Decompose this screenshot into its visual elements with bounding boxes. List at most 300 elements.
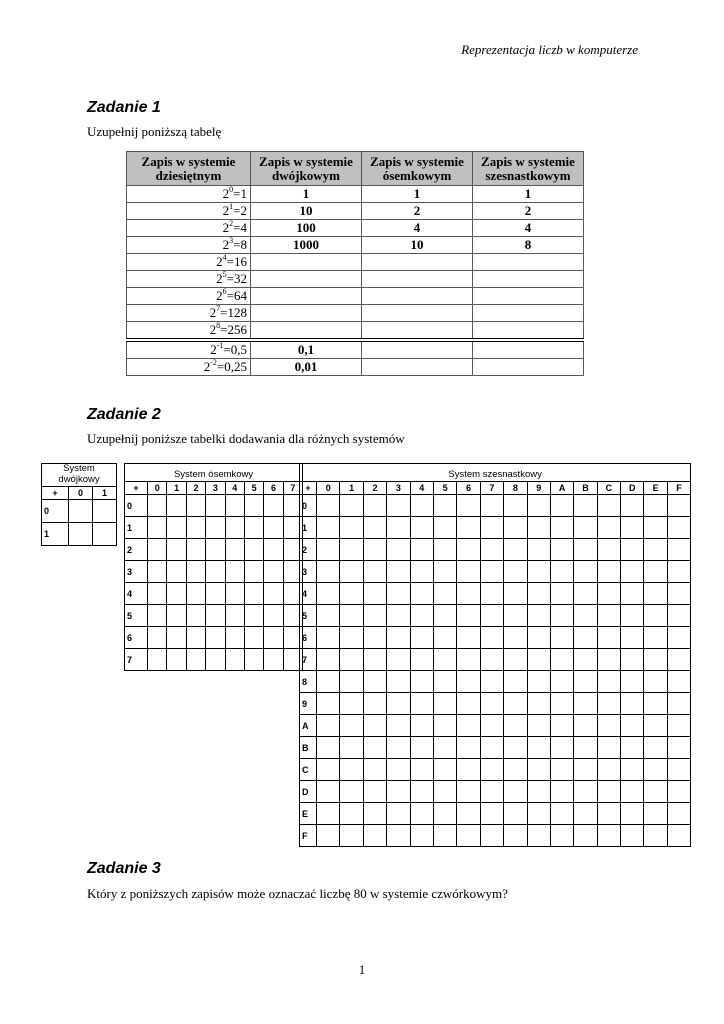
sum-cell[interactable]: [480, 693, 503, 715]
sum-cell[interactable]: [667, 583, 690, 605]
sum-cell[interactable]: [527, 649, 550, 671]
sum-cell[interactable]: [317, 561, 340, 583]
sum-cell[interactable]: [644, 517, 667, 539]
sum-cell[interactable]: [550, 561, 573, 583]
sum-cell[interactable]: [667, 715, 690, 737]
sum-cell[interactable]: [264, 495, 283, 517]
sum-cell[interactable]: [410, 803, 433, 825]
sum-cell[interactable]: [621, 561, 644, 583]
sum-cell[interactable]: [433, 649, 456, 671]
sum-cell[interactable]: [480, 781, 503, 803]
sum-cell[interactable]: [597, 759, 620, 781]
sum-cell[interactable]: [621, 715, 644, 737]
sum-cell[interactable]: [206, 561, 225, 583]
sum-cell[interactable]: [480, 495, 503, 517]
sum-cell[interactable]: [621, 649, 644, 671]
sum-cell[interactable]: [550, 627, 573, 649]
sum-cell[interactable]: [433, 781, 456, 803]
sum-cell[interactable]: [433, 671, 456, 693]
sum-cell[interactable]: [363, 561, 386, 583]
sum-cell[interactable]: [504, 495, 527, 517]
sum-cell[interactable]: [264, 583, 283, 605]
sum-cell[interactable]: [480, 539, 503, 561]
sum-cell[interactable]: [186, 495, 205, 517]
sum-cell[interactable]: [206, 495, 225, 517]
sum-cell[interactable]: [410, 649, 433, 671]
sum-cell[interactable]: [433, 517, 456, 539]
sum-cell[interactable]: [148, 627, 167, 649]
sum-cell[interactable]: [597, 781, 620, 803]
sum-cell[interactable]: [148, 517, 167, 539]
sum-cell[interactable]: [597, 605, 620, 627]
sum-cell[interactable]: [621, 759, 644, 781]
oct-cell[interactable]: [362, 305, 473, 322]
oct-cell[interactable]: 1: [362, 186, 473, 203]
sum-cell[interactable]: [363, 715, 386, 737]
sum-cell[interactable]: [504, 605, 527, 627]
sum-cell[interactable]: [644, 539, 667, 561]
sum-cell[interactable]: [387, 715, 410, 737]
sum-cell[interactable]: [410, 583, 433, 605]
sum-cell[interactable]: [167, 561, 186, 583]
sum-cell[interactable]: [550, 671, 573, 693]
sum-cell[interactable]: [433, 693, 456, 715]
sum-cell[interactable]: [410, 693, 433, 715]
sum-cell[interactable]: [167, 539, 186, 561]
sum-cell[interactable]: [206, 539, 225, 561]
sum-cell[interactable]: [457, 517, 480, 539]
sum-cell[interactable]: [550, 759, 573, 781]
sum-cell[interactable]: [480, 583, 503, 605]
oct-cell[interactable]: [362, 254, 473, 271]
sum-cell[interactable]: [457, 605, 480, 627]
sum-cell[interactable]: [597, 627, 620, 649]
sum-cell[interactable]: [225, 495, 244, 517]
sum-cell[interactable]: [644, 671, 667, 693]
hex-cell[interactable]: 2: [473, 203, 584, 220]
sum-cell[interactable]: [363, 649, 386, 671]
sum-cell[interactable]: [264, 517, 283, 539]
sum-cell[interactable]: [457, 561, 480, 583]
sum-cell[interactable]: [244, 495, 263, 517]
sum-cell[interactable]: [264, 649, 283, 671]
sum-cell[interactable]: [387, 759, 410, 781]
bin-cell[interactable]: 0,01: [251, 359, 362, 376]
sum-cell[interactable]: [527, 693, 550, 715]
hex-cell[interactable]: 1: [473, 186, 584, 203]
sum-cell[interactable]: [457, 671, 480, 693]
sum-cell[interactable]: [264, 605, 283, 627]
oct-cell[interactable]: [362, 340, 473, 359]
sum-cell[interactable]: [363, 671, 386, 693]
sum-cell[interactable]: [387, 781, 410, 803]
sum-cell[interactable]: [244, 627, 263, 649]
sum-cell[interactable]: [410, 627, 433, 649]
sum-cell[interactable]: [340, 517, 363, 539]
sum-cell[interactable]: [148, 495, 167, 517]
sum-cell[interactable]: [480, 671, 503, 693]
sum-cell[interactable]: [527, 781, 550, 803]
sum-cell[interactable]: [574, 605, 597, 627]
sum-cell[interactable]: [574, 781, 597, 803]
sum-cell[interactable]: [387, 539, 410, 561]
sum-cell[interactable]: [574, 649, 597, 671]
sum-cell[interactable]: [597, 693, 620, 715]
hex-cell[interactable]: [473, 359, 584, 376]
sum-cell[interactable]: [410, 517, 433, 539]
sum-cell[interactable]: [317, 627, 340, 649]
sum-cell[interactable]: [69, 499, 93, 522]
oct-cell[interactable]: [362, 271, 473, 288]
sum-cell[interactable]: [264, 627, 283, 649]
sum-cell[interactable]: [597, 583, 620, 605]
sum-cell[interactable]: [644, 495, 667, 517]
sum-cell[interactable]: [410, 671, 433, 693]
sum-cell[interactable]: [504, 803, 527, 825]
sum-cell[interactable]: [644, 737, 667, 759]
sum-cell[interactable]: [667, 693, 690, 715]
sum-cell[interactable]: [225, 605, 244, 627]
sum-cell[interactable]: [504, 649, 527, 671]
sum-cell[interactable]: [597, 539, 620, 561]
sum-cell[interactable]: [457, 781, 480, 803]
sum-cell[interactable]: [644, 781, 667, 803]
sum-cell[interactable]: [186, 539, 205, 561]
sum-cell[interactable]: [621, 517, 644, 539]
hex-cell[interactable]: 8: [473, 237, 584, 254]
bin-cell[interactable]: [251, 271, 362, 288]
bin-cell[interactable]: [251, 288, 362, 305]
sum-cell[interactable]: [504, 627, 527, 649]
sum-cell[interactable]: [550, 649, 573, 671]
sum-cell[interactable]: [597, 715, 620, 737]
sum-cell[interactable]: [148, 605, 167, 627]
sum-cell[interactable]: [621, 605, 644, 627]
sum-cell[interactable]: [148, 561, 167, 583]
sum-cell[interactable]: [433, 495, 456, 517]
sum-cell[interactable]: [504, 517, 527, 539]
sum-cell[interactable]: [317, 539, 340, 561]
sum-cell[interactable]: [317, 715, 340, 737]
sum-cell[interactable]: [597, 649, 620, 671]
sum-cell[interactable]: [433, 715, 456, 737]
sum-cell[interactable]: [317, 605, 340, 627]
sum-cell[interactable]: [550, 583, 573, 605]
sum-cell[interactable]: [574, 715, 597, 737]
sum-cell[interactable]: [667, 627, 690, 649]
sum-cell[interactable]: [340, 649, 363, 671]
sum-cell[interactable]: [597, 495, 620, 517]
sum-cell[interactable]: [167, 495, 186, 517]
sum-cell[interactable]: [621, 583, 644, 605]
sum-cell[interactable]: [186, 561, 205, 583]
sum-cell[interactable]: [69, 522, 93, 545]
bin-cell[interactable]: 100: [251, 220, 362, 237]
sum-cell[interactable]: [480, 605, 503, 627]
sum-cell[interactable]: [433, 825, 456, 847]
sum-cell[interactable]: [667, 561, 690, 583]
sum-cell[interactable]: [480, 517, 503, 539]
sum-cell[interactable]: [457, 539, 480, 561]
bin-cell[interactable]: [251, 322, 362, 341]
sum-cell[interactable]: [317, 583, 340, 605]
sum-cell[interactable]: [527, 803, 550, 825]
hex-cell[interactable]: [473, 254, 584, 271]
sum-cell[interactable]: [457, 495, 480, 517]
sum-cell[interactable]: [457, 737, 480, 759]
bin-cell[interactable]: 10: [251, 203, 362, 220]
sum-cell[interactable]: [340, 737, 363, 759]
sum-cell[interactable]: [340, 715, 363, 737]
sum-cell[interactable]: [621, 539, 644, 561]
sum-cell[interactable]: [527, 737, 550, 759]
sum-cell[interactable]: [340, 539, 363, 561]
bin-cell[interactable]: 1000: [251, 237, 362, 254]
sum-cell[interactable]: [410, 825, 433, 847]
sum-cell[interactable]: [186, 583, 205, 605]
sum-cell[interactable]: [363, 517, 386, 539]
sum-cell[interactable]: [527, 539, 550, 561]
sum-cell[interactable]: [480, 737, 503, 759]
sum-cell[interactable]: [550, 517, 573, 539]
sum-cell[interactable]: [340, 605, 363, 627]
sum-cell[interactable]: [244, 605, 263, 627]
sum-cell[interactable]: [363, 539, 386, 561]
sum-cell[interactable]: [410, 561, 433, 583]
sum-cell[interactable]: [644, 605, 667, 627]
sum-cell[interactable]: [644, 583, 667, 605]
oct-cell[interactable]: 4: [362, 220, 473, 237]
sum-cell[interactable]: [387, 495, 410, 517]
sum-cell[interactable]: [340, 561, 363, 583]
sum-cell[interactable]: [457, 693, 480, 715]
sum-cell[interactable]: [597, 803, 620, 825]
sum-cell[interactable]: [574, 825, 597, 847]
sum-cell[interactable]: [644, 561, 667, 583]
sum-cell[interactable]: [550, 803, 573, 825]
sum-cell[interactable]: [597, 825, 620, 847]
sum-cell[interactable]: [433, 759, 456, 781]
sum-cell[interactable]: [387, 561, 410, 583]
sum-cell[interactable]: [457, 759, 480, 781]
sum-cell[interactable]: [410, 605, 433, 627]
sum-cell[interactable]: [504, 693, 527, 715]
sum-cell[interactable]: [597, 517, 620, 539]
sum-cell[interactable]: [340, 627, 363, 649]
sum-cell[interactable]: [387, 737, 410, 759]
bin-cell[interactable]: [251, 305, 362, 322]
sum-cell[interactable]: [340, 781, 363, 803]
sum-cell[interactable]: [574, 693, 597, 715]
sum-cell[interactable]: [387, 605, 410, 627]
sum-cell[interactable]: [433, 803, 456, 825]
sum-cell[interactable]: [667, 781, 690, 803]
sum-cell[interactable]: [387, 627, 410, 649]
sum-cell[interactable]: [504, 781, 527, 803]
sum-cell[interactable]: [244, 583, 263, 605]
sum-cell[interactable]: [667, 495, 690, 517]
oct-cell[interactable]: 10: [362, 237, 473, 254]
sum-cell[interactable]: [387, 671, 410, 693]
sum-cell[interactable]: [317, 495, 340, 517]
sum-cell[interactable]: [550, 715, 573, 737]
sum-cell[interactable]: [167, 605, 186, 627]
sum-cell[interactable]: [667, 825, 690, 847]
sum-cell[interactable]: [527, 671, 550, 693]
oct-cell[interactable]: 2: [362, 203, 473, 220]
sum-cell[interactable]: [621, 825, 644, 847]
bin-cell[interactable]: 0,1: [251, 340, 362, 359]
bin-cell[interactable]: 1: [251, 186, 362, 203]
sum-cell[interactable]: [340, 583, 363, 605]
sum-cell[interactable]: [433, 561, 456, 583]
sum-cell[interactable]: [644, 759, 667, 781]
sum-cell[interactable]: [363, 583, 386, 605]
sum-cell[interactable]: [667, 737, 690, 759]
hex-cell[interactable]: [473, 340, 584, 359]
sum-cell[interactable]: [527, 605, 550, 627]
sum-cell[interactable]: [317, 517, 340, 539]
sum-cell[interactable]: [550, 693, 573, 715]
sum-cell[interactable]: [457, 803, 480, 825]
sum-cell[interactable]: [457, 825, 480, 847]
oct-cell[interactable]: [362, 322, 473, 341]
sum-cell[interactable]: [317, 759, 340, 781]
sum-cell[interactable]: [621, 627, 644, 649]
sum-cell[interactable]: [550, 737, 573, 759]
sum-cell[interactable]: [667, 649, 690, 671]
sum-cell[interactable]: [387, 803, 410, 825]
sum-cell[interactable]: [667, 671, 690, 693]
sum-cell[interactable]: [457, 715, 480, 737]
sum-cell[interactable]: [340, 803, 363, 825]
sum-cell[interactable]: [340, 825, 363, 847]
sum-cell[interactable]: [186, 605, 205, 627]
sum-cell[interactable]: [527, 583, 550, 605]
sum-cell[interactable]: [387, 693, 410, 715]
sum-cell[interactable]: [527, 825, 550, 847]
sum-cell[interactable]: [225, 517, 244, 539]
sum-cell[interactable]: [387, 583, 410, 605]
sum-cell[interactable]: [167, 583, 186, 605]
sum-cell[interactable]: [597, 561, 620, 583]
sum-cell[interactable]: [480, 561, 503, 583]
sum-cell[interactable]: [317, 825, 340, 847]
sum-cell[interactable]: [363, 627, 386, 649]
sum-cell[interactable]: [621, 671, 644, 693]
sum-cell[interactable]: [317, 803, 340, 825]
sum-cell[interactable]: [621, 737, 644, 759]
sum-cell[interactable]: [667, 605, 690, 627]
sum-cell[interactable]: [363, 495, 386, 517]
sum-cell[interactable]: [527, 759, 550, 781]
sum-cell[interactable]: [621, 495, 644, 517]
sum-cell[interactable]: [225, 561, 244, 583]
sum-cell[interactable]: [317, 693, 340, 715]
sum-cell[interactable]: [433, 605, 456, 627]
sum-cell[interactable]: [206, 583, 225, 605]
sum-cell[interactable]: [317, 649, 340, 671]
sum-cell[interactable]: [574, 627, 597, 649]
sum-cell[interactable]: [480, 825, 503, 847]
sum-cell[interactable]: [317, 737, 340, 759]
oct-cell[interactable]: [362, 359, 473, 376]
sum-cell[interactable]: [550, 605, 573, 627]
sum-cell[interactable]: [504, 715, 527, 737]
sum-cell[interactable]: [480, 627, 503, 649]
sum-cell[interactable]: [410, 495, 433, 517]
sum-cell[interactable]: [667, 759, 690, 781]
sum-cell[interactable]: [550, 539, 573, 561]
sum-cell[interactable]: [225, 627, 244, 649]
sum-cell[interactable]: [527, 495, 550, 517]
sum-cell[interactable]: [480, 715, 503, 737]
sum-cell[interactable]: [504, 671, 527, 693]
sum-cell[interactable]: [480, 649, 503, 671]
sum-cell[interactable]: [93, 499, 117, 522]
sum-cell[interactable]: [363, 737, 386, 759]
sum-cell[interactable]: [433, 737, 456, 759]
sum-cell[interactable]: [550, 781, 573, 803]
sum-cell[interactable]: [527, 715, 550, 737]
sum-cell[interactable]: [504, 759, 527, 781]
oct-cell[interactable]: [362, 288, 473, 305]
sum-cell[interactable]: [148, 649, 167, 671]
sum-cell[interactable]: [433, 627, 456, 649]
sum-cell[interactable]: [644, 649, 667, 671]
sum-cell[interactable]: [225, 539, 244, 561]
sum-cell[interactable]: [148, 539, 167, 561]
sum-cell[interactable]: [167, 517, 186, 539]
sum-cell[interactable]: [527, 561, 550, 583]
sum-cell[interactable]: [317, 671, 340, 693]
hex-cell[interactable]: [473, 288, 584, 305]
sum-cell[interactable]: [480, 803, 503, 825]
sum-cell[interactable]: [167, 627, 186, 649]
sum-cell[interactable]: [621, 781, 644, 803]
sum-cell[interactable]: [410, 737, 433, 759]
sum-cell[interactable]: [504, 583, 527, 605]
sum-cell[interactable]: [667, 539, 690, 561]
sum-cell[interactable]: [527, 517, 550, 539]
sum-cell[interactable]: [363, 825, 386, 847]
sum-cell[interactable]: [410, 759, 433, 781]
sum-cell[interactable]: [504, 737, 527, 759]
sum-cell[interactable]: [644, 803, 667, 825]
sum-cell[interactable]: [574, 737, 597, 759]
sum-cell[interactable]: [644, 715, 667, 737]
sum-cell[interactable]: [621, 803, 644, 825]
sum-cell[interactable]: [410, 539, 433, 561]
sum-cell[interactable]: [597, 737, 620, 759]
bin-cell[interactable]: [251, 254, 362, 271]
hex-cell[interactable]: [473, 305, 584, 322]
sum-cell[interactable]: [550, 825, 573, 847]
sum-cell[interactable]: [167, 649, 186, 671]
sum-cell[interactable]: [387, 649, 410, 671]
sum-cell[interactable]: [644, 627, 667, 649]
sum-cell[interactable]: [527, 627, 550, 649]
sum-cell[interactable]: [644, 693, 667, 715]
sum-cell[interactable]: [206, 605, 225, 627]
sum-cell[interactable]: [457, 583, 480, 605]
sum-cell[interactable]: [340, 693, 363, 715]
sum-cell[interactable]: [225, 649, 244, 671]
sum-cell[interactable]: [504, 539, 527, 561]
sum-cell[interactable]: [225, 583, 244, 605]
sum-cell[interactable]: [410, 715, 433, 737]
sum-cell[interactable]: [244, 539, 263, 561]
